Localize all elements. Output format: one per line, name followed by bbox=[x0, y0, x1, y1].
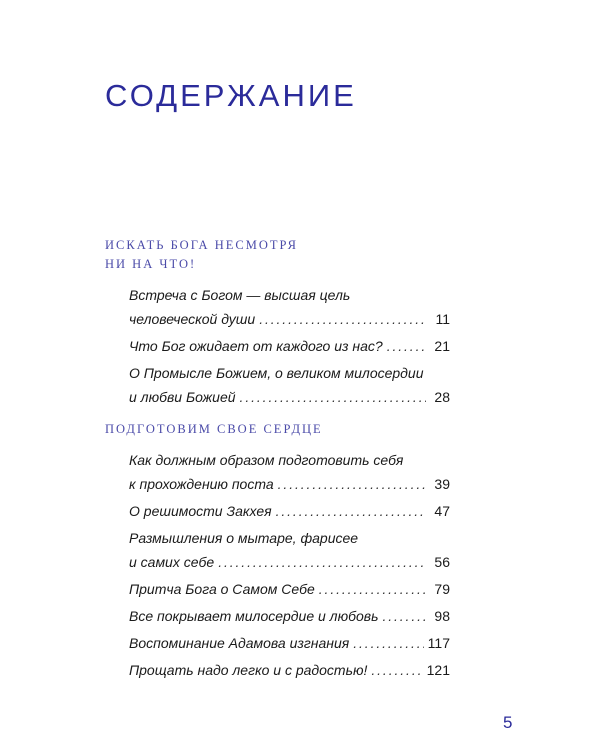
toc-page-number: 28 bbox=[434, 389, 450, 405]
toc-entry-title-line: Встреча с Богом — высшая цель bbox=[129, 287, 351, 303]
toc-entry[interactable] bbox=[129, 631, 450, 655]
toc-entry[interactable] bbox=[129, 448, 450, 496]
toc-entry[interactable] bbox=[129, 361, 450, 409]
page-title: СОДЕРЖАНИЕ bbox=[105, 78, 357, 113]
toc-entry[interactable] bbox=[129, 604, 450, 628]
dot-leader bbox=[240, 385, 426, 409]
dot-leader bbox=[371, 658, 422, 682]
toc-page-number: 98 bbox=[434, 608, 450, 624]
dot-leader bbox=[278, 472, 426, 496]
toc-section-1 bbox=[105, 236, 450, 412]
toc-entry-title-line: Все покрывает милосердие и любовь bbox=[129, 608, 379, 624]
toc-entry[interactable] bbox=[129, 526, 450, 574]
toc-entry-title-line: О решимости Закхея bbox=[129, 503, 272, 519]
toc-page-number: 117 bbox=[427, 635, 450, 651]
toc-entry-title-line: Воспоминание Адамова изгнания bbox=[129, 635, 350, 651]
toc-entry-title-line: Притча Бога о Самом Себе bbox=[129, 581, 315, 597]
toc-entry-title-line: и самих себе bbox=[129, 554, 215, 570]
toc-page-number: 11 bbox=[435, 311, 450, 327]
toc-page-number: 21 bbox=[434, 338, 450, 354]
toc-entry[interactable] bbox=[129, 658, 450, 682]
dot-leader bbox=[276, 499, 426, 523]
page-number: 5 bbox=[503, 713, 513, 732]
toc-page-number: 79 bbox=[434, 581, 450, 597]
dot-leader bbox=[382, 604, 426, 628]
toc-page-number: 121 bbox=[426, 662, 450, 678]
dot-leader bbox=[319, 577, 426, 601]
section-heading bbox=[105, 236, 450, 274]
toc-entry-title-line: человеческой души bbox=[129, 311, 256, 327]
section-heading-line: ИСКАТЬ БОГА НЕСМОТРЯ bbox=[105, 238, 298, 252]
dot-leader bbox=[218, 550, 426, 574]
toc-entry-title-line: Как должным образом подготовить себя bbox=[129, 452, 404, 468]
toc-entry-title-line: к прохождению поста bbox=[129, 476, 274, 492]
toc-entry[interactable] bbox=[129, 283, 450, 331]
section-heading-line: НИ НА ЧТО! bbox=[105, 257, 197, 271]
toc-entry-title-line: О Промысле Божием, о великом милосердии bbox=[129, 365, 424, 381]
dot-leader bbox=[353, 631, 423, 655]
toc-entry[interactable] bbox=[129, 334, 450, 358]
toc-entry-title-line: и любви Божией bbox=[129, 389, 236, 405]
toc-entry-title-line: Что Бог ожидает от каждого из нас? bbox=[129, 338, 383, 354]
toc-entry-title-line: Прощать надо легко и с радостью! bbox=[129, 662, 368, 678]
section-heading-line: ПОДГОТОВИМ СВОЕ СЕРДЦЕ bbox=[105, 422, 323, 436]
dot-leader bbox=[259, 307, 426, 331]
toc-entry[interactable] bbox=[129, 499, 450, 523]
toc-page-number: 56 bbox=[434, 554, 450, 570]
toc-page-number: 47 bbox=[434, 503, 450, 519]
section-heading bbox=[105, 420, 450, 439]
toc-entry[interactable] bbox=[129, 577, 450, 601]
toc-page-number: 39 bbox=[434, 476, 450, 492]
toc-section-2 bbox=[105, 420, 450, 685]
toc-entry-title-line: Размышления о мытаре, фарисее bbox=[129, 530, 359, 546]
dot-leader bbox=[387, 334, 426, 358]
